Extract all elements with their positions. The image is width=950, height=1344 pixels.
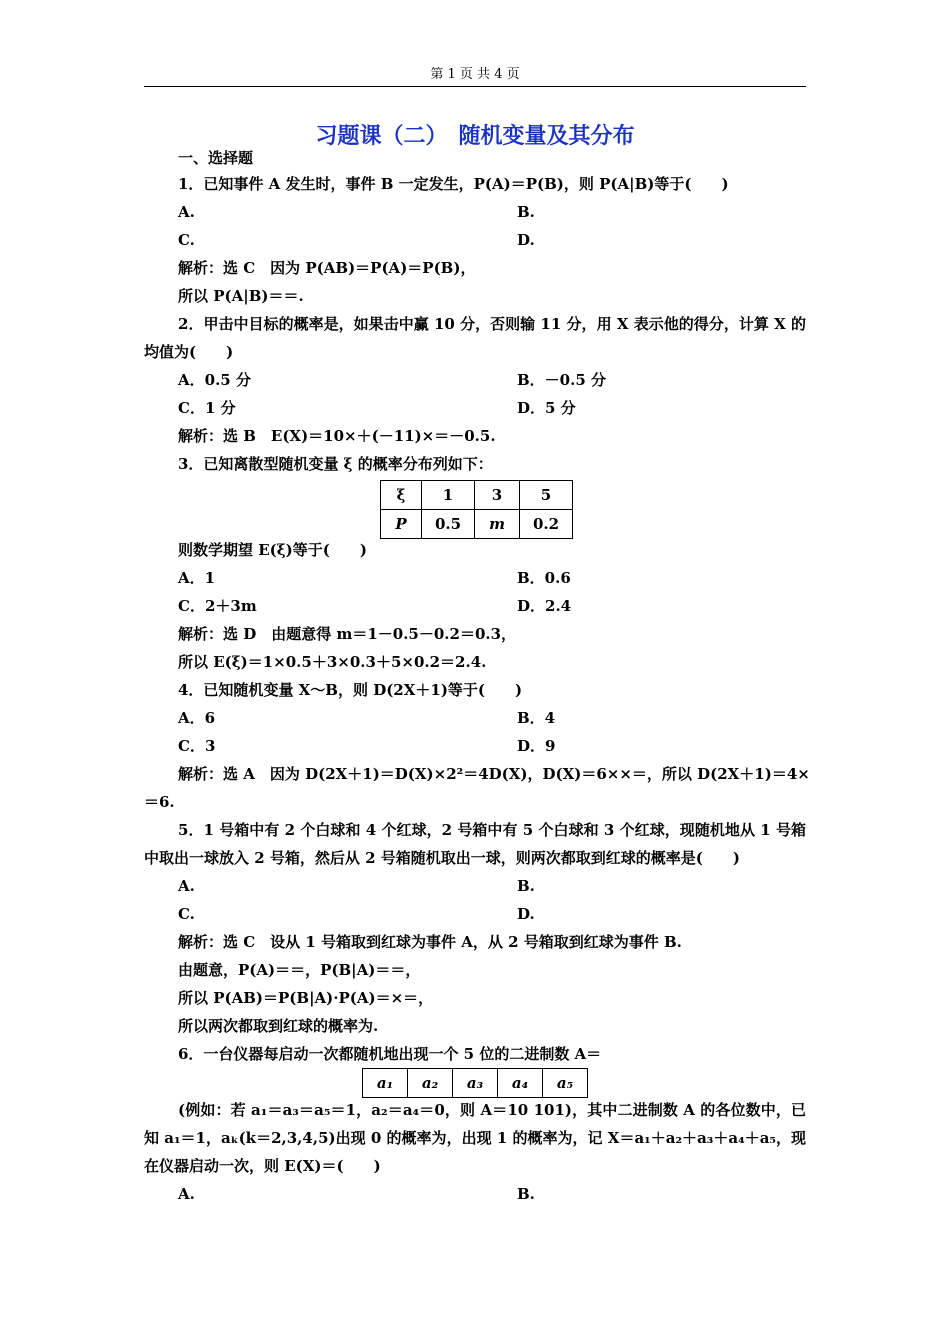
table-row [381, 510, 573, 539]
table-cell: 0.5 [422, 510, 475, 539]
table-cell: 3 [475, 481, 520, 510]
q5-solution-line-4: 所以两次都取到红球的概率为. [178, 1017, 379, 1035]
q2-option-a: A．0.5 分 [178, 371, 251, 389]
q3-followup: 则数学期望 E(ξ)等于( ) [178, 541, 367, 559]
page-header: 第 1 页 共 4 页 [430, 67, 520, 82]
q1-solution-line-2: 所以 P(A|B)＝＝. [178, 287, 304, 305]
q4-option-c: C．3 [178, 737, 216, 755]
header-divider [144, 86, 806, 87]
q3-option-d: D．2.4 [517, 597, 572, 615]
q2-option-c: C．1 分 [178, 399, 236, 417]
q4-option-a: A．6 [178, 709, 216, 727]
question-2-stem: 2．甲击中目标的概率是，如果击中赢 10 分，否则输 11 分，用 X 表示他的得分，计算 X 的均值为( ) [144, 315, 806, 361]
q5-solution-line-1: 解析：选 C 设从 1 号箱取到红球为事件 A，从 2 号箱取到红球为事件 B. [178, 933, 682, 951]
table-cell: 1 [422, 481, 475, 510]
table-cell: m [475, 510, 520, 539]
q2-option-d: D．5 分 [517, 399, 576, 417]
distribution-table [380, 480, 573, 539]
question-4-stem: 4．已知随机变量 X～B，则 D(2X＋1)等于( ) [178, 681, 523, 699]
q2-option-b: B．－0.5 分 [517, 371, 606, 389]
table-row [363, 1069, 588, 1098]
q5-option-b: B. [517, 877, 535, 895]
q3-option-a: A．1 [178, 569, 216, 587]
table-cell: a₁ [363, 1069, 408, 1098]
q1-option-d: D. [517, 231, 535, 249]
question-3-stem: 3．已知离散型随机变量 ξ 的概率分布列如下： [178, 455, 493, 473]
table-cell: a₂ [408, 1069, 453, 1098]
table-cell: a₅ [543, 1069, 588, 1098]
q5-option-a: A. [178, 877, 195, 895]
q1-option-a: A. [178, 203, 195, 221]
q1-option-c: C. [178, 231, 195, 249]
q4-solution-line-2: ＝6. [144, 793, 175, 811]
table-row [381, 481, 573, 510]
table-cell: P [381, 510, 422, 539]
question-6-stem: 6．一台仪器每启动一次都随机地出现一个 5 位的二进制数 A＝ [178, 1045, 602, 1063]
question-1-stem: 1．已知事件 A 发生时，事件 B 一定发生，P(A)＝P(B)，则 P(A|B)等于( ) [178, 175, 729, 193]
q5-solution-line-2: 由题意，P(A)＝＝，P(B|A)＝＝， [178, 961, 421, 979]
table-cell: a₄ [498, 1069, 543, 1098]
q3-option-b: B．0.6 [517, 569, 571, 587]
page-title: 习题课（二） 随机变量及其分布 [315, 124, 635, 149]
table-cell: a₃ [453, 1069, 498, 1098]
table-cell: ξ [381, 481, 422, 510]
q4-option-d: D．9 [517, 737, 556, 755]
question-6-body: (例如：若 a₁＝a₃＝a₅＝1，a₂＝a₄＝0，则 A＝10 101)，其中二进制数 A 的各位数中，已知 a₁＝1，aₖ(k＝2,3,4,5)出现 0 的概率为，出现 1 的概率为，记 X＝a₁＋a₂＋a₃＋a₄＋a₅，现在仪器启动一次，则 E(X)＝( ) [144, 1101, 806, 1175]
q5-solution-line-3: 所以 P(AB)＝P(B|A)·P(A)＝×＝， [178, 989, 434, 1007]
q1-option-b: B. [517, 203, 535, 221]
q6-option-a: A. [178, 1185, 195, 1203]
binary-digit-table [362, 1068, 588, 1098]
table-cell: 0.2 [520, 510, 573, 539]
q1-solution-line-1: 解析：选 C 因为 P(AB)＝P(A)＝P(B)， [178, 259, 476, 277]
q2-solution: 解析：选 B E(X)＝10×＋(－11)×＝－0.5. [178, 427, 496, 445]
q4-option-b: B．4 [517, 709, 556, 727]
q3-solution-line-1: 解析：选 D 由题意得 m＝1－0.5－0.2＝0.3， [178, 625, 517, 643]
question-5-stem: 5．1 号箱中有 2 个白球和 4 个红球，2 号箱中有 5 个白球和 3 个红球，现随机地从 1 号箱中取出一球放入 2 号箱，然后从 2 号箱随机取出一球，则两次都取到红球的概率是( ) [144, 821, 806, 867]
section-heading: 一、选择题 [178, 149, 254, 167]
table-cell: 5 [520, 481, 573, 510]
q6-option-b: B. [517, 1185, 535, 1203]
q3-option-c: C．2＋3m [178, 597, 257, 615]
q5-option-d: D. [517, 905, 535, 923]
q5-option-c: C. [178, 905, 195, 923]
q4-solution-line-1: 解析：选 A 因为 D(2X＋1)＝D(X)×2²＝4D(X)，D(X)＝6××＝，所以 D(2X＋1)＝4× [178, 765, 810, 783]
q3-solution-line-2: 所以 E(ξ)＝1×0.5＋3×0.3＋5×0.2＝2.4. [178, 653, 487, 671]
